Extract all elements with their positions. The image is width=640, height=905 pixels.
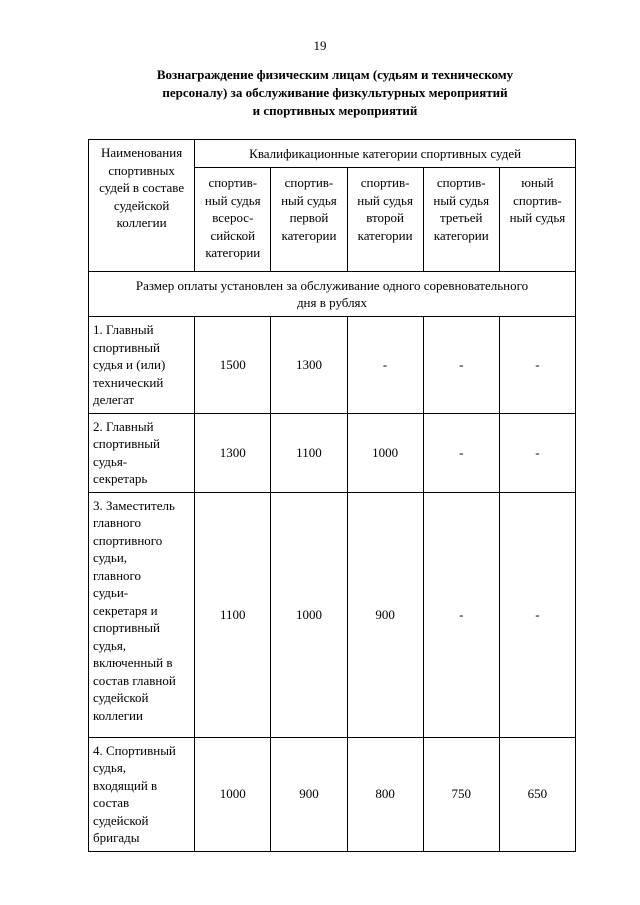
- table-header-row: [89, 140, 576, 168]
- role-line: судья,: [93, 760, 127, 775]
- role-line: спортивный: [93, 436, 160, 451]
- role-line: судья и (или): [93, 357, 166, 372]
- title-line: Вознаграждение физическим лицам (судьям и техническому: [156, 67, 514, 82]
- rate-cell: 1000: [271, 492, 347, 737]
- role-line: 1. Главный: [93, 322, 154, 337]
- header-line: спортив-: [284, 175, 334, 190]
- role-line: состав: [93, 795, 130, 810]
- role-line: судья,: [93, 637, 127, 653]
- role-line: 3. Заместитель: [93, 497, 175, 513]
- rate-cell: 1300: [271, 317, 347, 414]
- category-header-all-russian: [195, 168, 271, 272]
- rate-cell: -: [347, 317, 423, 414]
- role-cell: [89, 492, 195, 737]
- rate-cell: -: [423, 413, 499, 492]
- role-line: спортивный: [93, 620, 160, 635]
- role-line: судейской: [93, 690, 149, 705]
- role-cell: [89, 737, 195, 851]
- note-line: Размер оплаты установлен за обслуживание одного соревновательного: [135, 277, 529, 293]
- table-row: [89, 492, 576, 737]
- rate-cell: 1000: [195, 737, 271, 851]
- note-line: дня в рублях: [296, 295, 368, 310]
- role-line: состав главной: [93, 672, 176, 688]
- header-line: ный судья: [433, 192, 490, 208]
- header-line: судей в составе: [99, 180, 185, 195]
- header-line: спортив-: [513, 192, 562, 208]
- role-line: коллегии: [93, 707, 143, 723]
- header-line: категории: [281, 227, 337, 243]
- header-line: спортив-: [360, 175, 410, 190]
- payment-note: [89, 272, 576, 317]
- role-line: спортивный: [93, 339, 160, 355]
- header-line: второй: [366, 210, 404, 225]
- title-line: и спортивных мероприятий: [252, 103, 418, 118]
- header-line: третьей: [440, 210, 483, 225]
- rate-cell: 900: [271, 737, 347, 851]
- document-title: [100, 66, 570, 120]
- category-header-second: [347, 168, 423, 272]
- role-cell: [89, 317, 195, 414]
- award-rates-table: [88, 139, 576, 852]
- role-line: включенный в: [93, 655, 173, 670]
- header-line: всерос-: [212, 210, 254, 225]
- category-header-junior: [499, 168, 575, 272]
- category-header-first: [271, 168, 347, 272]
- qualification-categories-header: Квалификационные категории спортивных судей: [195, 140, 576, 168]
- role-line: судейской: [93, 812, 149, 828]
- header-line: коллегии: [116, 215, 167, 230]
- rate-cell: 1500: [195, 317, 271, 414]
- role-line: бригады: [93, 830, 140, 845]
- title-line: персоналу) за обслуживание физкультурных мероприятий: [162, 85, 508, 100]
- header-line: ный судья: [281, 192, 337, 208]
- rate-cell: -: [423, 492, 499, 737]
- header-line: категории: [433, 227, 489, 243]
- role-line: судьи-: [93, 585, 129, 600]
- role-line: судья-: [93, 453, 128, 469]
- header-line: спортив-: [208, 175, 258, 190]
- payment-note-row: [89, 272, 576, 317]
- header-line: спортивных: [108, 162, 175, 178]
- role-line: судьи,: [93, 550, 128, 565]
- header-line: судейской: [113, 197, 170, 213]
- rate-cell: -: [499, 317, 575, 414]
- role-line: входящий в: [93, 777, 158, 793]
- role-line: секретарь: [93, 471, 148, 486]
- rate-cell: 650: [499, 737, 575, 851]
- role-column-header: [89, 140, 195, 272]
- rate-cell: 1100: [195, 492, 271, 737]
- role-line: делегат: [93, 392, 135, 407]
- header-line: спортив-: [436, 175, 486, 190]
- rate-cell: 800: [347, 737, 423, 851]
- header-line: первой: [289, 210, 329, 225]
- rate-cell: 750: [423, 737, 499, 851]
- header-line: ный судья: [357, 192, 413, 208]
- rate-cell: 900: [347, 492, 423, 737]
- rate-cell: 1000: [347, 413, 423, 492]
- role-cell: [89, 413, 195, 492]
- rate-cell: -: [423, 317, 499, 414]
- header-line: Наименования: [101, 145, 183, 160]
- table-row: [89, 317, 576, 414]
- header-line: ный судья: [204, 192, 261, 208]
- header-line: категории: [205, 245, 261, 260]
- header-line: ный судья: [509, 210, 566, 225]
- rate-cell: -: [499, 413, 575, 492]
- role-line: главного: [93, 515, 142, 530]
- table-row: [89, 737, 576, 851]
- rate-cell: -: [499, 492, 575, 737]
- role-line: 2. Главный: [93, 418, 154, 434]
- role-line: 4. Спортивный: [93, 742, 176, 758]
- role-line: главного: [93, 567, 142, 583]
- role-line: спортивного: [93, 532, 163, 548]
- rate-cell: 1300: [195, 413, 271, 492]
- role-line: технический: [93, 374, 164, 390]
- table-row: [89, 413, 576, 492]
- header-line: юный: [521, 175, 554, 190]
- page-number: 19: [313, 38, 327, 53]
- rate-cell: 1100: [271, 413, 347, 492]
- category-header-third: [423, 168, 499, 272]
- header-line: категории: [357, 227, 413, 243]
- header-line: сийской: [210, 227, 256, 243]
- role-line: секретаря и: [93, 602, 158, 618]
